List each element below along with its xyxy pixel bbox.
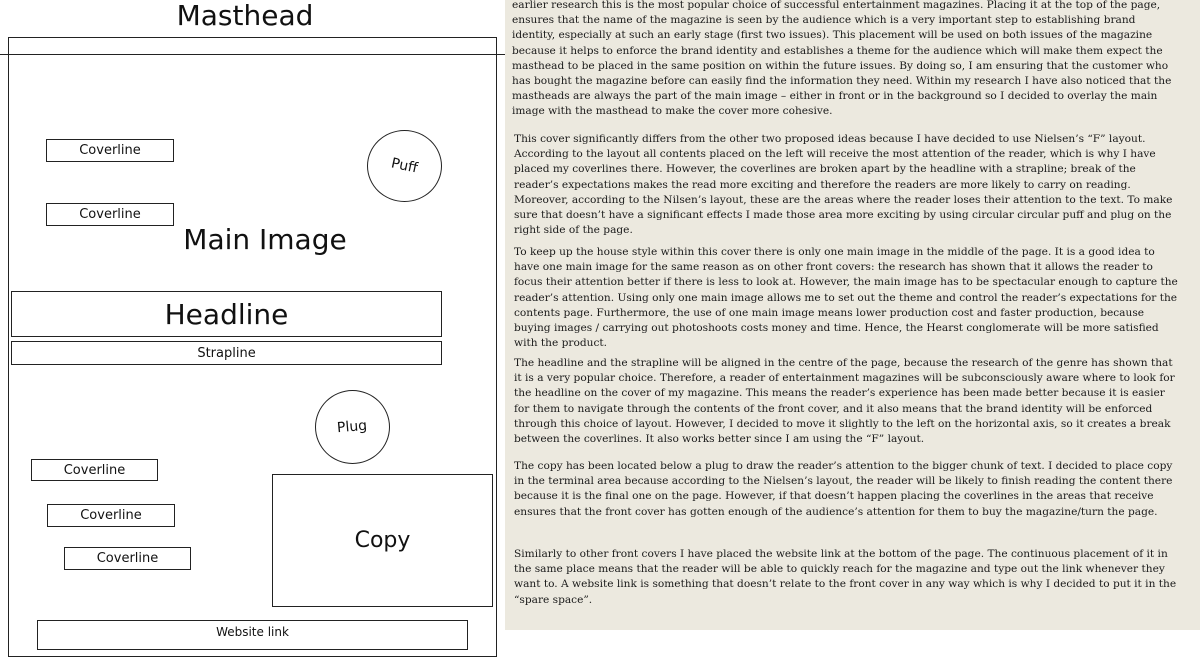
essay-panel: [505, 0, 1200, 630]
masthead-label: Masthead: [176, 0, 314, 32]
coverline-box: Coverline: [31, 459, 158, 481]
essay-paragraph: earlier research this is the most popular choice of successful entertainment magazines. Placing it at the top of the page, ensures that the name of the magazine is seen by the audience which is a very important step to establishing brand identity, especially at such an early stage (first two issues). This placement will be used on both issues of the magazine because it helps to enforce the brand identity and establishes a theme for the audience which will make them expect the masthead to be placed in the same position on within the future issues. By doing so, I am ensuring that the customer who has bought the magazine before can easily find the information they need. Within my research I have also noticed that the mastheads are always the part of the main image – either in front or in the background so I decided to overlay the main image with the masthead to make the cover more cohesive.: [512, 0, 1172, 118]
plug-circle: [315, 390, 390, 464]
coverline-box: Coverline: [64, 547, 191, 570]
website-link-label: Website link: [216, 625, 289, 639]
copy-box: Copy: [272, 474, 493, 607]
puff-circle: [367, 130, 442, 202]
essay-paragraph: To keep up the house style within this cover there is only one main image in the middle of the page. It is a good idea to have one main image for the same reason as on other front covers: the research has shown that it allows the reader to focus their attention better if there is less to look at. However, the main image has to be spectacular enough to capture the reader’s attention. Using only one main image allows me to set out the theme and control the reader’s expectations for the contents page. Furthermore, the use of one main image means lower production cost and faster production, because buying images / carrying out photoshoots costs money and time. Hence, the Hearst conglomerate will be more satisfied with the product.: [514, 246, 1178, 350]
essay-paragraph: The copy has been located below a plug to draw the reader’s attention to the bigger chunk of text. I decided to place copy in the terminal area because according to the Nielsen’s layout, the reader will be likely to finish reading the content there because it is the final one on the page. However, if that doesn’t happen placing the coverlines in the areas that receive ensures that the front cover has gotten enough of the audience’s attention for them to buy the magazine/turn the page.: [514, 460, 1173, 518]
coverline-box: Coverline: [46, 203, 174, 226]
cover-wireframe: [0, 0, 505, 639]
masthead-guide-line: [0, 54, 505, 55]
website-link-box: [37, 620, 468, 650]
main-image-label: Main Image: [183, 222, 347, 256]
plug-label: Plug: [336, 417, 369, 437]
essay-paragraph: This cover significantly differs from the other two proposed ideas because I have decided to use Nielsen’s “F” layout. According to the layout all contents placed on the left will receive the most attention of the reader, which is why I have placed my coverlines there. However, the coverlines are broken apart by the headline with a strapline; break of the reader’s expectations makes the read more exciting and therefore the readers are more likely to carry on reading. Moreover, according to the Nilsen’s layout, these are the areas where the reader loses their attention to the text. To make sure that doesn’t have a significant effects I made those area more exciting by using circular circular puff and plug on the right side of the page.: [514, 133, 1173, 237]
headline-box: Headline: [11, 291, 442, 337]
coverline-box: Coverline: [46, 139, 174, 162]
essay-paragraph: The headline and the strapline will be aligned in the centre of the page, because the research of the genre has shown that it is a very popular choice. Therefore, a reader of entertainment magazines will be subconsciously aware where to look for the headline on the cover of my magazine. This means the reader’s experience has been made better because it is easier for them to navigate through the contents of the front cover, and it also means that the brand identity will be enforced through this choice of layout. However, I decided to move it slightly to the left on the horizontal axis, so it creates a break between the coverlines. It also works better since I am using the “F” layout.: [514, 357, 1175, 446]
essay-paragraph: Similarly to other front covers I have placed the website link at the bottom of the page. The continuous placement of it in the same place means that the reader will be able to quickly reach for the magazine and type out the link whenever they want to. A website link is something that doesn’t relate to the front cover in any way which is why I decided to put it in the “spare space”.: [514, 548, 1177, 606]
puff-label: Puff: [389, 155, 420, 177]
strapline-box: Strapline: [11, 341, 442, 365]
coverline-box: Coverline: [47, 504, 175, 527]
